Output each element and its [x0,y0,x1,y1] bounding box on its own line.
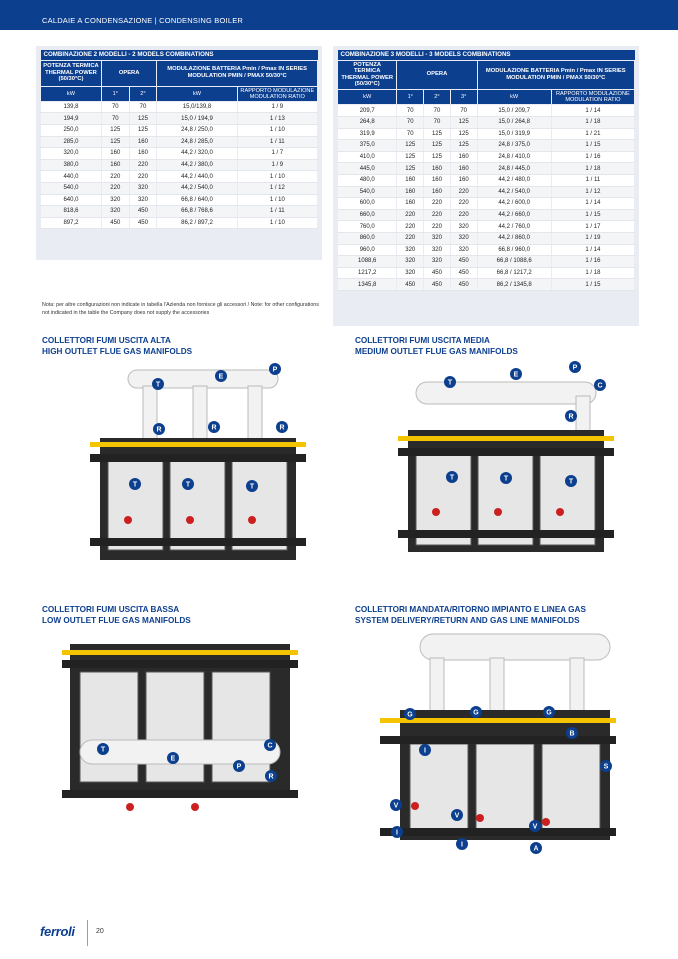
table-cell: 220 [450,186,477,198]
table-cell: 320 [424,232,451,244]
svg-text:R: R [156,426,162,434]
boiler-illustration-delivery-return [370,632,620,854]
table-cell: 1 / 15 [551,209,634,221]
callout [404,708,416,720]
callout [391,826,403,838]
callout [246,480,258,492]
callout [594,379,606,391]
table-cell: 1 / 12 [551,186,634,198]
table-cell: 86,2 / 1345,8 [477,279,551,291]
table-cell: 70 [424,117,451,129]
callout [97,743,109,755]
section-title-high-outlet [42,335,192,357]
callout [233,760,245,772]
callout [566,727,578,739]
svg-text:I: I [396,829,398,837]
table-cell: 1 / 11 [237,136,317,148]
table-cell: 44,2 / 440,0 [157,171,237,183]
table-cell: 1 / 16 [551,256,634,268]
table-cell: 125 [101,124,129,136]
table-cell: 70 [397,117,424,129]
section-title-low-outlet [42,604,191,626]
table-cell: 220 [397,232,424,244]
svg-text:R: R [568,413,574,421]
table-cell: 660,0 [338,209,397,221]
table-cell: 1 / 18 [551,163,634,175]
table-cell: 450 [450,279,477,291]
svg-text:T: T [447,379,453,387]
callout [276,421,288,433]
table-title: COMBINAZIONE 3 MODELLI - 3 MODELS COMBINATIONS [338,50,635,60]
unit-third: 3° [450,90,477,105]
table-cell: 15,0 / 194,9 [157,113,237,125]
table-cell: 600,0 [338,198,397,210]
table-cell: 1 / 15 [551,140,634,152]
table-cell: 66,8 / 640,0 [157,194,237,206]
svg-text:S: S [603,763,609,771]
table-cell: 220 [424,198,451,210]
callout [152,378,164,390]
section-title-it: COLLETTORI FUMI USCITA BASSA [42,605,180,614]
table-row [41,171,318,183]
table-cell: 375,0 [338,140,397,152]
table-cell: 24,8 / 250,0 [157,124,237,136]
svg-text:V: V [532,823,538,831]
table-cell: 320 [129,182,157,194]
table-cell: 44,2 / 480,0 [477,174,551,186]
callout [153,423,165,435]
table-row [41,113,318,125]
table-cell: 1 / 19 [551,232,634,244]
table-cell: 320 [129,194,157,206]
table-cell: 1 / 11 [551,174,634,186]
svg-text:V: V [454,812,460,820]
table-cell: 450 [397,279,424,291]
table-cell: 1 / 9 [237,101,317,113]
table-cell: 220 [397,209,424,221]
table-cell: 160 [129,136,157,148]
callout [419,744,431,756]
callout-layer [88,360,328,582]
callout-layer [396,360,636,582]
svg-text:E: E [218,373,224,381]
callout [446,471,458,483]
page-number: 20 [96,928,104,935]
table-3-models [333,46,639,326]
table-cell: 44,2 / 320,0 [157,148,237,160]
table-row [41,159,318,171]
table-cell: 160 [101,159,129,171]
table-row [338,198,635,210]
svg-text:C: C [267,742,273,750]
table-row [338,117,635,129]
table-cell: 125 [450,140,477,152]
table-cell: 44,2 / 380,0 [157,159,237,171]
callout [215,370,227,382]
table-cell: 160 [450,163,477,175]
svg-text:T: T [155,381,161,389]
table-cell: 320 [101,194,129,206]
table-2-models [36,46,322,260]
table-cell: 450 [129,217,157,229]
table-cell: 160 [450,151,477,163]
section-title-delivery-return [355,604,586,626]
table-cell: 220 [129,159,157,171]
table-cell: 320 [424,256,451,268]
table-row [338,256,635,268]
svg-text:G: G [407,711,413,719]
callout [182,478,194,490]
header-modulation: MODULAZIONE BATTERIA Pmin / Pmax IN SERIES MODULATION PMIN / PMAX 50/30°C [477,60,634,90]
boiler-illustration-medium-outlet [396,360,636,582]
table-cell: 70 [450,105,477,117]
table-cell: 86,2 / 897,2 [157,217,237,229]
svg-text:A: A [533,845,539,853]
svg-text:E: E [170,755,176,763]
table-cell: 44,2 / 540,0 [477,186,551,198]
callout [264,739,276,751]
table-row [41,194,318,206]
table-cell: 320 [397,256,424,268]
table-cell: 450 [101,217,129,229]
section-title-it: COLLETTORI FUMI USCITA MEDIA [355,336,490,345]
table-cell: 160 [397,198,424,210]
callout [529,820,541,832]
callout-layer [370,632,620,854]
table-cell: 160 [424,186,451,198]
table-cell: 70 [397,105,424,117]
table-cell: 125 [397,163,424,175]
table-cell: 380,0 [41,159,102,171]
callout [444,376,456,388]
table-cell: 1 / 11 [237,206,317,218]
table-cell: 1 / 21 [551,128,634,140]
boiler-illustration-high-outlet [88,360,328,582]
svg-text:T: T [449,474,455,482]
table-cell: 1 / 10 [237,124,317,136]
table-row [338,140,635,152]
table-cell: 860,0 [338,232,397,244]
table-cell: 1 / 18 [551,117,634,129]
table-cell: 15,0 / 264,8 [477,117,551,129]
table-cell: 1 / 12 [237,182,317,194]
table-row [338,279,635,291]
table-cell: 1 / 13 [237,113,317,125]
table-row [338,267,635,279]
header-opera: OPERA [397,60,477,90]
table-cell: 818,6 [41,206,102,218]
table-cell: 264,8 [338,117,397,129]
table-cell: 15,0 / 319,9 [477,128,551,140]
callout [129,478,141,490]
callout [451,809,463,821]
table-cell: 410,0 [338,151,397,163]
svg-text:T: T [568,478,574,486]
callout [569,361,581,373]
table-row [41,206,318,218]
table-row [338,151,635,163]
table-cell: 125 [397,140,424,152]
table-row [41,148,318,160]
table-cell: 220 [101,182,129,194]
unit-second: 2° [129,86,157,101]
table-cell: 285,0 [41,136,102,148]
table-cell: 960,0 [338,244,397,256]
table-cell: 220 [450,198,477,210]
callout [456,838,468,850]
table-cell: 24,8 / 445,0 [477,163,551,175]
svg-text:P: P [572,364,578,372]
table-cell: 450 [129,206,157,218]
table-cell: 1 / 15 [551,279,634,291]
table-row [41,124,318,136]
section-title-en: MEDIUM OUTLET FLUE GAS MANIFOLDS [355,347,518,357]
table-cell: 44,2 / 540,0 [157,182,237,194]
table-cell: 1 / 18 [551,267,634,279]
table-cell: 445,0 [338,163,397,175]
table-cell: 1 / 16 [551,151,634,163]
header-bar [0,0,678,30]
table-cell: 220 [450,209,477,221]
table-cell: 250,0 [41,124,102,136]
table-cell: 44,2 / 600,0 [477,198,551,210]
table-cell: 320 [450,221,477,233]
table-cell: 320 [101,206,129,218]
boiler-illustration-low-outlet [60,632,300,854]
callout [269,363,281,375]
table-cell: 450 [450,256,477,268]
table-row [338,186,635,198]
section-title-it: COLLETTORI FUMI USCITA ALTA [42,336,171,345]
table-cell: 125 [129,124,157,136]
table-cell: 24,8 / 410,0 [477,151,551,163]
table-cell: 44,2 / 760,0 [477,221,551,233]
svg-text:V: V [393,802,399,810]
table-cell: 1 / 14 [551,105,634,117]
table-cell: 320 [397,267,424,279]
table-cell: 320 [424,244,451,256]
table-cell: 220 [424,209,451,221]
svg-text:G: G [546,709,552,717]
svg-text:R: R [211,424,217,432]
svg-text:T: T [503,475,509,483]
table-cell: 1 / 10 [237,171,317,183]
table-cell: 139,8 [41,101,102,113]
table-row [41,136,318,148]
table-row [338,209,635,221]
table-cell: 1088,6 [338,256,397,268]
table-row [338,232,635,244]
table-cell: 70 [397,128,424,140]
table-cell: 70 [129,101,157,113]
table-cell: 66,8 / 960,0 [477,244,551,256]
table-cell: 70 [424,105,451,117]
table-cell: 125 [129,113,157,125]
table-row [41,217,318,229]
table-cell: 160 [101,148,129,160]
unit-kw-range: kW [157,86,237,101]
unit-ratio: RAPPORTO MODULAZIONE MODULATION RATIO [551,90,634,105]
callout [265,770,277,782]
table-cell: 160 [397,174,424,186]
table-cell: 1 / 14 [551,198,634,210]
table-cell: 66,8 / 1217,2 [477,267,551,279]
table-cell: 66,8 / 768,6 [157,206,237,218]
section-title-en: LOW OUTLET FLUE GAS MANIFOLDS [42,616,191,626]
table-cell: 1345,8 [338,279,397,291]
table-cell: 125 [424,128,451,140]
table-cell: 320 [397,244,424,256]
svg-text:R: R [279,424,285,432]
unit-ratio: RAPPORTO MODULAZIONE MODULATION RATIO [237,86,317,101]
unit-first: 1° [397,90,424,105]
unit-kw-range: kW [477,90,551,105]
table-row [338,244,635,256]
table-cell: 125 [450,117,477,129]
table-cell: 15,0/139,8 [157,101,237,113]
table-note: Nota: per altre configurazioni non indicate in tabella l'Azienda non fornisce gli accessori / Note: for other configurations not indicated in the table the Company does not supply the accessories [42,302,319,316]
svg-text:T: T [132,481,138,489]
table-row [338,128,635,140]
svg-text:T: T [185,481,191,489]
table-cell: 194,9 [41,113,102,125]
unit-kw: kW [338,90,397,105]
table-cell: 440,0 [41,171,102,183]
table-cell: 24,8 / 375,0 [477,140,551,152]
table-cell: 125 [397,151,424,163]
table-cell: 1217,2 [338,267,397,279]
table-cell: 320 [450,232,477,244]
table-row [41,101,318,113]
table-cell: 44,2 / 660,0 [477,209,551,221]
unit-second: 2° [424,90,451,105]
table-cell: 220 [424,221,451,233]
table-cell: 480,0 [338,174,397,186]
table-cell: 540,0 [41,182,102,194]
header-power: POTENZA TERMICA THERMAL POWER (50/30°C) [41,60,102,86]
table-cell: 70 [101,101,129,113]
callout [390,799,402,811]
table-cell: 66,8 / 1088,6 [477,256,551,268]
table-cell: 540,0 [338,186,397,198]
table-cell: 897,2 [41,217,102,229]
callout [470,706,482,718]
section-title-en: HIGH OUTLET FLUE GAS MANIFOLDS [42,347,193,357]
table-cell: 1 / 10 [237,194,317,206]
table-cell: 15,0 / 209,7 [477,105,551,117]
callout [167,752,179,764]
svg-text:T: T [100,746,106,754]
callout [600,760,612,772]
table-cell: 760,0 [338,221,397,233]
table-row [338,174,635,186]
table-cell: 1 / 7 [237,148,317,160]
table-row [338,105,635,117]
table-cell: 160 [129,148,157,160]
callout [543,706,555,718]
callout [500,472,512,484]
brand-logo: ferroli [40,924,75,939]
callout [530,842,542,854]
header-title: CALDAIE A CONDENSAZIONE | CONDENSING BOILER [42,16,244,25]
table-cell: 640,0 [41,194,102,206]
table-cell: 1 / 17 [551,221,634,233]
svg-text:I: I [461,841,463,849]
footer-divider [87,920,88,946]
table-cell: 160 [450,174,477,186]
table-cell: 1 / 14 [551,244,634,256]
table-cell: 450 [424,279,451,291]
callout [208,421,220,433]
callout [565,410,577,422]
table-cell: 450 [424,267,451,279]
callout [565,475,577,487]
table-cell: 1 / 10 [237,217,317,229]
svg-text:I: I [424,747,426,755]
table-cell: 24,8 / 285,0 [157,136,237,148]
svg-text:T: T [249,483,255,491]
table-cell: 125 [424,151,451,163]
table-cell: 160 [397,186,424,198]
table-cell: 220 [397,221,424,233]
table-cell: 70 [101,113,129,125]
table-cell: 320,0 [41,148,102,160]
unit-kw: kW [41,86,102,101]
table-title: COMBINAZIONE 2 MODELLI - 2 MODELS COMBINATIONS [41,50,318,60]
table-cell: 44,2 / 860,0 [477,232,551,244]
table-cell: 209,7 [338,105,397,117]
table-row [338,221,635,233]
section-title-it: COLLETTORI MANDATA/RITORNO IMPIANTO E LINEA GAS [355,605,586,614]
header-opera: OPERA [101,60,156,86]
table-cell: 220 [101,171,129,183]
table-cell: 160 [424,174,451,186]
table-cell: 125 [450,128,477,140]
svg-text:C: C [597,382,603,390]
svg-text:R: R [268,773,274,781]
table-cell: 125 [424,140,451,152]
table-cell: 160 [424,163,451,175]
svg-text:P: P [272,366,278,374]
header-modulation: MODULAZIONE BATTERIA Pmin / Pmax IN SERIES MODULATION PMIN / PMAX 50/30°C [157,60,318,86]
table-cell: 319,9 [338,128,397,140]
section-title-en: SYSTEM DELIVERY/RETURN AND GAS LINE MANIFOLDS [355,616,580,626]
svg-text:B: B [569,730,575,738]
table-row [41,182,318,194]
section-title-medium-outlet [355,335,518,357]
table-cell: 220 [129,171,157,183]
svg-text:P: P [236,763,242,771]
table-row [338,163,635,175]
table-cell: 1 / 9 [237,159,317,171]
unit-first: 1° [101,86,129,101]
table-cell: 450 [450,267,477,279]
table-cell: 125 [101,136,129,148]
callout-layer [60,632,300,854]
table-cell: 320 [450,244,477,256]
header-power: POTENZA TERMICA THERMAL POWER (50/30°C) [338,60,397,90]
callout [510,368,522,380]
svg-text:E: E [513,371,519,379]
svg-text:G: G [473,709,479,717]
